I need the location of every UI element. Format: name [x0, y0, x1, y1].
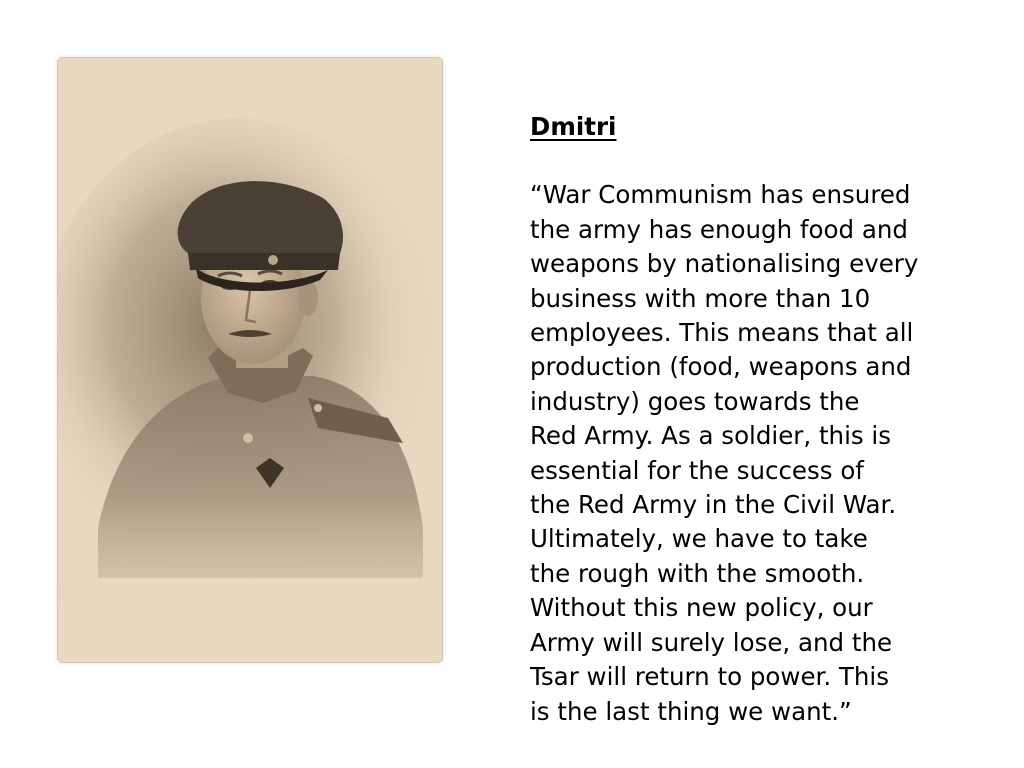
quote-line: production (food, weapons and	[530, 352, 912, 382]
quote-line: “War Communism has ensured	[530, 180, 911, 210]
quote-line: weapons by nationalising every	[530, 249, 919, 279]
quote-line: industry) goes towards the	[530, 386, 860, 416]
quote-line: Army will surely lose, and the	[530, 627, 893, 657]
quote-line: Ultimately, we have to take	[530, 524, 868, 554]
quote-line: the rough with the smooth.	[530, 558, 865, 588]
quote-line: business with more than 10	[530, 283, 871, 313]
quote-body	[530, 178, 970, 729]
quote-line: the Red Army in the Civil War.	[530, 490, 897, 520]
quote-line: essential for the success of	[530, 455, 864, 485]
soldier-portrait-image	[58, 58, 442, 662]
quote-line: Without this new policy, our	[530, 593, 873, 623]
speaker-name: Dmitri	[530, 112, 617, 141]
quote-line: employees. This means that all	[530, 318, 914, 348]
quote-line: is the last thing we want.”	[530, 696, 852, 726]
portrait-photo	[58, 58, 442, 662]
quote-line: Tsar will return to power. This	[530, 662, 889, 692]
quote-line: the army has enough food and	[530, 214, 908, 244]
quote-panel	[530, 110, 970, 729]
quote-line: Red Army. As a soldier, this is	[530, 421, 892, 451]
